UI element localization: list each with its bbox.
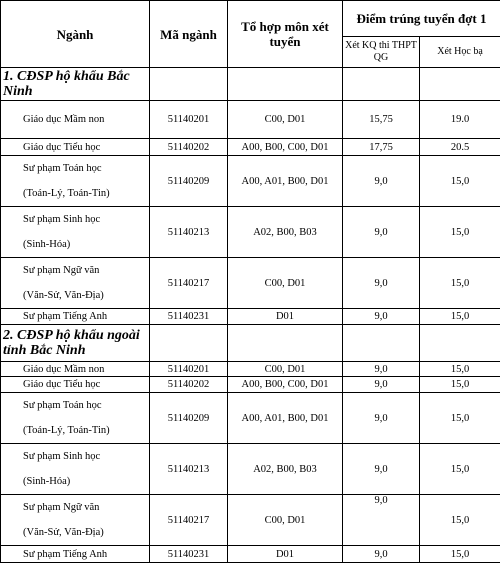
table-cell-combo: C00, D01	[228, 495, 343, 546]
table-cell-combo: C00, D01	[228, 101, 343, 139]
name-line: (Văn-Sử, Văn-Địa)	[23, 520, 147, 545]
name-line: (Sinh-Hóa)	[23, 469, 147, 494]
section-title: 1. CĐSP hộ khẩu Bắc Ninh	[1, 68, 150, 101]
table-cell-hb: 15,0	[420, 393, 500, 444]
table-cell-hb: 15,0	[420, 309, 500, 325]
table-cell-combo: A00, A01, B00, D01	[228, 156, 343, 207]
table-cell-code: 51140209	[150, 156, 228, 207]
table-cell-name: Sư phạm Tiếng Anh	[1, 546, 150, 563]
table-cell-hb: 15,0	[420, 495, 500, 546]
table-cell-hb: 15,0	[420, 444, 500, 495]
header-diem: Điểm trúng tuyển đợt 1	[343, 1, 500, 37]
name-line: (Toán-Lý, Toán-Tin)	[23, 418, 147, 443]
table-cell-kq: 17,75	[343, 139, 420, 156]
name-line: Sư phạm Sinh học	[23, 207, 147, 232]
table-cell-name: Sư phạm Tiếng Anh	[1, 309, 150, 325]
name-line: Sư phạm Ngữ văn	[23, 495, 147, 520]
table-cell-kq: 9,0	[343, 546, 420, 563]
table-cell-combo: D01	[228, 309, 343, 325]
table-cell-combo: D01	[228, 546, 343, 563]
table-cell-name: Giáo dục Mầm non	[1, 362, 150, 377]
table-cell-name	[1, 156, 150, 207]
table-cell-hb: 19.0	[420, 101, 500, 139]
table-cell-name: Giáo dục Tiểu học	[1, 377, 150, 393]
header-to-hop: Tổ hợp môn xét tuyển	[228, 1, 343, 68]
table-cell-name	[1, 444, 150, 495]
table-cell-kq: 9,0	[343, 258, 420, 309]
header-nganh: Ngành	[1, 1, 150, 68]
table-cell-code: 51140209	[150, 393, 228, 444]
table-cell-hb: 20.5	[420, 139, 500, 156]
table-cell-name: Giáo dục Mầm non	[1, 101, 150, 139]
table-cell-code: 51140213	[150, 207, 228, 258]
table-cell-kq: 9,0	[343, 207, 420, 258]
table-cell-combo: C00, D01	[228, 362, 343, 377]
table-cell-code: 51140202	[150, 377, 228, 393]
name-line: (Văn-Sử, Văn-Địa)	[23, 283, 147, 308]
header-xet-kq: Xét KQ thi THPT QG	[343, 37, 420, 68]
table-cell-combo: A02, B00, B03	[228, 444, 343, 495]
table-cell-kq: 9,0	[343, 156, 420, 207]
table-cell-hb: 15,0	[420, 362, 500, 377]
table-cell-code: 51140213	[150, 444, 228, 495]
table-cell-kq: 9,0	[343, 393, 420, 444]
table-cell-code: 51140201	[150, 362, 228, 377]
header-xet-hoc-ba: Xét Học bạ	[420, 37, 500, 68]
name-line: Sư phạm Ngữ văn	[23, 258, 147, 283]
name-line: (Toán-Lý, Toán-Tin)	[23, 181, 147, 206]
table-cell-combo: A00, A01, B00, D01	[228, 393, 343, 444]
table-cell-code: 51140202	[150, 139, 228, 156]
table-cell-kq: 9,0	[343, 377, 420, 393]
table-cell-combo: A00, B00, C00, D01	[228, 377, 343, 393]
table-cell-combo: C00, D01	[228, 258, 343, 309]
table-cell-hb: 15,0	[420, 258, 500, 309]
table-cell-kq: 15,75	[343, 101, 420, 139]
table-cell-name	[1, 207, 150, 258]
header-ma-nganh: Mã ngành	[150, 1, 228, 68]
table-cell-hb: 15,0	[420, 207, 500, 258]
table-cell-combo: A00, B00, C00, D01	[228, 139, 343, 156]
table-cell-code: 51140231	[150, 309, 228, 325]
table-cell-hb: 15,0	[420, 546, 500, 563]
table-cell-code: 51140201	[150, 101, 228, 139]
table-cell-kq: 9,0	[343, 309, 420, 325]
name-line: (Sinh-Hóa)	[23, 232, 147, 257]
table-cell-combo: A02, B00, B03	[228, 207, 343, 258]
table-cell-hb: 15,0	[420, 156, 500, 207]
table-cell-kq: 9,0	[343, 362, 420, 377]
name-line: Sư phạm Sinh học	[23, 444, 147, 469]
name-line: Sư phạm Toán học	[23, 156, 147, 181]
table-cell-code: 51140217	[150, 258, 228, 309]
table-cell-name	[1, 495, 150, 546]
table-cell-hb: 15,0	[420, 377, 500, 393]
table-cell-name	[1, 258, 150, 309]
section-title: 2. CĐSP hộ khẩu ngoài tỉnh Bắc Ninh	[1, 325, 150, 362]
table-cell-kq: 9,0	[343, 495, 420, 546]
table-cell-name	[1, 393, 150, 444]
table-cell-code: 51140231	[150, 546, 228, 563]
table-cell-kq: 9,0	[343, 444, 420, 495]
table-cell-code: 51140217	[150, 495, 228, 546]
table-cell-name: Giáo dục Tiểu học	[1, 139, 150, 156]
name-line: Sư phạm Toán học	[23, 393, 147, 418]
